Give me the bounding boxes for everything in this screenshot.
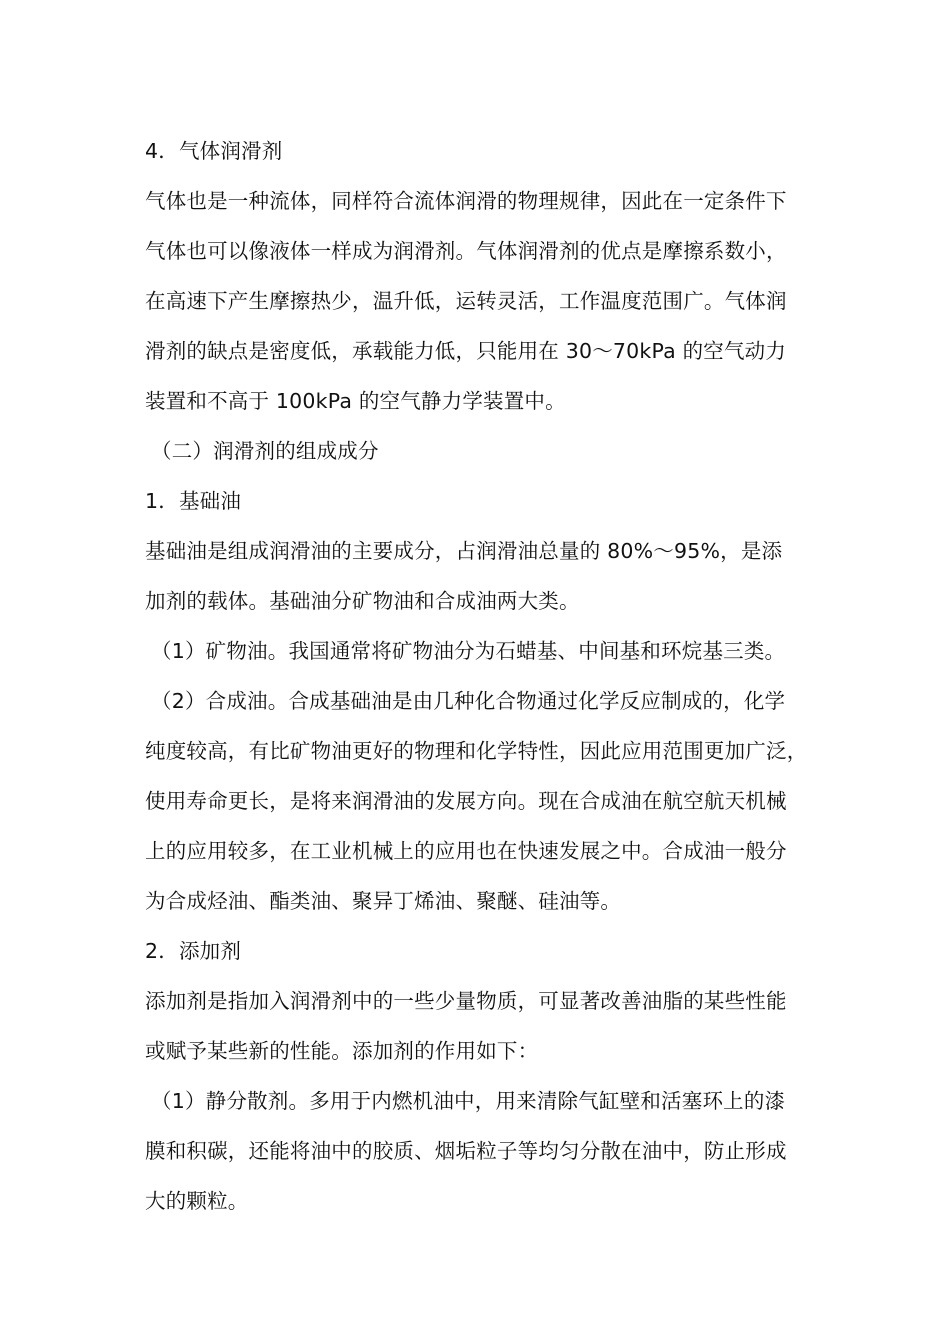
paragraph-line: 大的颗粒。 [145, 1189, 249, 1213]
paragraph-line: 滑剂的缺点是密度低，承载能力低，只能用在 30～70kPa 的空气动力 [145, 339, 787, 363]
paragraph-line: 添加剂是指加入润滑剂中的一些少量物质，可显著改善油脂的某些性能 [145, 989, 787, 1013]
paragraph-line: 或赋予某些新的性能。添加剂的作用如下： [145, 1039, 539, 1063]
paragraph-line: 气体也可以像液体一样成为润滑剂。气体润滑剂的优点是摩擦系数小， [145, 239, 787, 263]
document-body [145, 126, 825, 1226]
paragraph-line: 气体也是一种流体，同样符合流体润滑的物理规律，因此在一定条件下 [145, 189, 787, 213]
list-item-mineral-oil: （1）矿物油。我国通常将矿物油分为石蜡基、中间基和环烷基三类。 [151, 639, 786, 663]
heading-base-oil: 1．基础油 [145, 489, 242, 513]
list-item-synthetic-oil: （2）合成油。合成基础油是由几种化合物通过化学反应制成的，化学 [151, 689, 786, 713]
paragraph-line: 基础油是组成润滑油的主要成分，占润滑油总量的 80%～95%，是添 [145, 539, 783, 563]
paragraph-line: 为合成烃油、酯类油、聚异丁烯油、聚醚、硅油等。 [145, 889, 622, 913]
paragraph-line: 膜和积碳，还能将油中的胶质、烟垢粒子等均匀分散在油中，防止形成 [145, 1139, 787, 1163]
list-item-dispersant: （1）静分散剂。多用于内燃机油中，用来清除气缸壁和活塞环上的漆 [151, 1089, 786, 1113]
paragraph-line: 使用寿命更长，是将来润滑油的发展方向。现在合成油在航空航天机械 [145, 789, 787, 813]
paragraph-line: 在高速下产生摩擦热少，温升低，运转灵活，工作温度范围广。气体润 [145, 289, 787, 313]
paragraph-line: 纯度较高，有比矿物油更好的物理和化学特性，因此应用范围更加广泛， [145, 739, 808, 763]
paragraph-line: 装置和不高于 100kPa 的空气静力学装置中。 [145, 389, 566, 413]
heading-gas-lubricant: 4．气体润滑剂 [145, 139, 283, 163]
paragraph-line: 加剂的载体。基础油分矿物油和合成油两大类。 [145, 589, 580, 613]
heading-additives: 2．添加剂 [145, 939, 242, 963]
paragraph-line: 上的应用较多，在工业机械上的应用也在快速发展之中。合成油一般分 [145, 839, 787, 863]
section-heading-composition: （二）润滑剂的组成成分 [151, 439, 379, 463]
